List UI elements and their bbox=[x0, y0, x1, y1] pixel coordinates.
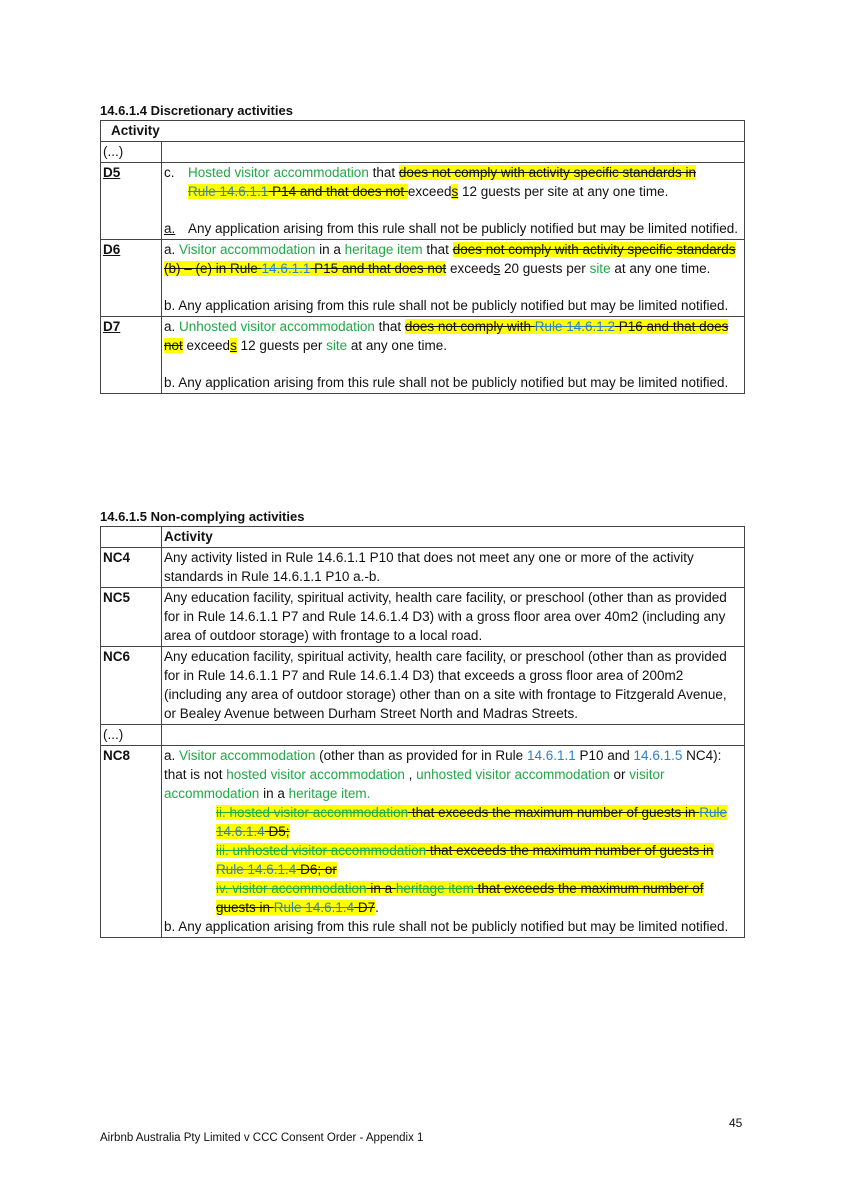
deleted-clause-ii bbox=[164, 803, 742, 841]
rule-code-nc6: NC6 bbox=[101, 647, 162, 725]
table-row bbox=[101, 725, 745, 746]
rule-link[interactable]: Rule 14.6.1.4 bbox=[216, 862, 297, 877]
clause-label: iii. bbox=[216, 843, 233, 858]
table-row-nc8 bbox=[101, 746, 745, 938]
text: . bbox=[375, 900, 379, 915]
deleted-text: does not comply with bbox=[404, 319, 535, 334]
term-link[interactable]: hosted visitor accommodation bbox=[229, 805, 409, 820]
text: that bbox=[374, 319, 405, 334]
term-link[interactable]: heritage item bbox=[395, 881, 474, 896]
rule-text-nc5: Any education facility, spiritual activity, health care facility, or preschool (other than as provided for in Rule 14.6.1.1 P7 and Rule 14.6.1.4 D3) with a gross floor area over 40m2 (including any area of outdoor storage) with frontage to a local road. bbox=[162, 588, 745, 647]
rule-text-nc8 bbox=[162, 746, 745, 938]
notification-text: b. Any application arising from this rule shall not be publicly notified but may be limited notified. bbox=[164, 919, 729, 934]
text: in a bbox=[315, 242, 345, 257]
deleted-clause-iii bbox=[164, 841, 742, 879]
list-marker: a. bbox=[164, 242, 180, 257]
rule-text-d7 bbox=[162, 317, 745, 394]
notification-text: b. Any application arising from this rule shall not be publicly notified but may be limited notified. bbox=[164, 375, 729, 390]
inserted-text: s bbox=[451, 184, 459, 199]
term-link[interactable]: unhosted visitor accommodation bbox=[416, 767, 610, 782]
text: in a bbox=[259, 786, 289, 801]
text: or bbox=[609, 767, 630, 782]
term-link[interactable]: site bbox=[589, 261, 611, 276]
empty-header-cell bbox=[101, 527, 162, 548]
term-link[interactable]: visitor accommodation bbox=[232, 881, 367, 896]
rule-code-d5: D5 bbox=[101, 163, 162, 240]
section-heading-non-complying: 14.6.1.5 Non-complying activities bbox=[100, 509, 305, 524]
ellipsis-cell: (...) bbox=[101, 725, 162, 746]
term-link[interactable]: heritage item. bbox=[288, 786, 371, 801]
deleted-text: does not comply with activity specific standards (b) – (e) in Rule bbox=[164, 242, 736, 276]
term-link[interactable]: hosted visitor accommodation bbox=[226, 767, 405, 782]
rule-link[interactable]: 14.6.1.1 bbox=[526, 748, 576, 763]
ellipsis-cell: (...) bbox=[101, 142, 162, 163]
text: 12 guests per bbox=[236, 338, 327, 353]
deleted-text: that exceeds the maximum number of guests in bbox=[408, 805, 700, 820]
rule-code-nc4: NC4 bbox=[101, 548, 162, 588]
rule-text-nc4: Any activity listed in Rule 14.6.1.1 P10 that does not meet any one or more of the activity standards in Rule 14.6.1.1 P10 a.-b. bbox=[162, 548, 745, 588]
deleted-text: P14 and that does not bbox=[268, 184, 408, 199]
rule-code-d7: D7 bbox=[101, 317, 162, 394]
rule-text-nc6: Any education facility, spiritual activity, health care facility, or preschool (other than as provided for in Rule 14.6.1.1 P7 and Rule 14.6.1.4 D3) that exceeds a gross floor area of 200m2 (including any area of outdoor storage) other than on a site with frontage to Fitzgerald Avenue, or Bealey Avenue between Durham Street North and Madras Streets. bbox=[162, 647, 745, 725]
deleted-text: D7 bbox=[354, 900, 376, 915]
non-complying-activities-table bbox=[100, 526, 745, 938]
text: (other than as provided for in Rule bbox=[315, 748, 527, 763]
empty-cell bbox=[162, 142, 745, 163]
empty-cell bbox=[162, 725, 745, 746]
term-link[interactable]: visitor accommodation bbox=[164, 767, 665, 801]
inserted-text: s bbox=[230, 338, 237, 353]
rule-link[interactable]: 14.6.1.1 bbox=[261, 261, 311, 276]
deleted-text: does not comply with activity specific standards in bbox=[398, 165, 696, 180]
rule-link[interactable]: Rule 14.6.1.4 bbox=[216, 805, 727, 839]
notification-text: Any application arising from this rule shall not be publicly notified but may be limited notified. bbox=[188, 221, 739, 236]
text: exceed bbox=[446, 261, 494, 276]
deleted-text: P15 and that does not bbox=[310, 261, 447, 276]
text: 12 guests per site at any one time. bbox=[458, 184, 669, 199]
section-heading-discretionary: 14.6.1.4 Discretionary activities bbox=[100, 103, 293, 118]
text: exceed bbox=[407, 184, 452, 199]
column-header-activity: Activity bbox=[162, 527, 745, 548]
rule-link[interactable]: Rule 14.6.1.4 bbox=[273, 900, 355, 915]
deleted-text: D6; or bbox=[296, 862, 337, 877]
text: NC4): that is not bbox=[164, 748, 722, 782]
rule-link[interactable]: Rule 14.6.1.2 bbox=[534, 319, 616, 334]
deleted-text: in a bbox=[366, 881, 396, 896]
text: that bbox=[422, 242, 453, 257]
rule-code-d6: D6 bbox=[101, 240, 162, 317]
table-header-row bbox=[101, 527, 745, 548]
term-link[interactable]: Visitor accommodation bbox=[179, 748, 316, 763]
deleted-text: that exceeds the maximum number of guests in bbox=[216, 881, 704, 915]
rule-link[interactable]: Rule 14.6.1.1 bbox=[188, 184, 269, 199]
list-marker: c. bbox=[164, 165, 175, 180]
term-link[interactable]: heritage item bbox=[344, 242, 423, 257]
text: P10 and bbox=[575, 748, 634, 763]
clause-label: iv. bbox=[216, 881, 233, 896]
list-marker: a. bbox=[164, 221, 176, 236]
table-header-row bbox=[101, 121, 745, 142]
term-link[interactable]: Unhosted visitor accommodation bbox=[179, 319, 375, 334]
table-row-nc4 bbox=[101, 548, 745, 588]
inserted-text: s bbox=[493, 261, 501, 276]
text: that bbox=[368, 165, 399, 180]
term-link[interactable]: unhosted visitor accommodation bbox=[232, 843, 427, 858]
discretionary-activities-table bbox=[100, 120, 745, 394]
table-row-nc5 bbox=[101, 588, 745, 647]
text: exceed bbox=[182, 338, 231, 353]
page-number: 45 bbox=[729, 1116, 743, 1130]
column-header-activity: Activity bbox=[101, 121, 745, 142]
deleted-text: D5; bbox=[264, 824, 290, 839]
list-marker: a. bbox=[164, 748, 180, 763]
deleted-text: P16 and that does not bbox=[164, 319, 729, 353]
text: at any one time. bbox=[610, 261, 711, 276]
term-link[interactable]: Visitor accommodation bbox=[179, 242, 316, 257]
table-row-d5 bbox=[101, 163, 745, 240]
deleted-text: that exceeds the maximum number of guests in bbox=[426, 843, 714, 858]
text: 20 guests per bbox=[500, 261, 590, 276]
deleted-clause-iv bbox=[164, 879, 742, 917]
table-row-nc6 bbox=[101, 647, 745, 725]
table-row-d6 bbox=[101, 240, 745, 317]
rule-code-nc5: NC5 bbox=[101, 588, 162, 647]
rule-text-d5 bbox=[162, 163, 745, 240]
table-row bbox=[101, 142, 745, 163]
notification-text: b. Any application arising from this rule shall not be publicly notified but may be limited notified. bbox=[164, 298, 729, 313]
rule-code-nc8: NC8 bbox=[101, 746, 162, 938]
table-row-d7 bbox=[101, 317, 745, 394]
text: at any one time. bbox=[347, 338, 447, 353]
term-link[interactable]: Hosted visitor accommodation bbox=[188, 165, 369, 180]
rule-link[interactable]: 14.6.1.5 bbox=[633, 748, 683, 763]
footer-text: Airbnb Australia Pty Limited v CCC Consent Order - Appendix 1 bbox=[100, 1132, 424, 1144]
list-marker: a. bbox=[164, 319, 180, 334]
rule-text-d6 bbox=[162, 240, 745, 317]
term-link[interactable]: site bbox=[326, 338, 348, 353]
text: , bbox=[404, 767, 417, 782]
clause-label: ii. bbox=[216, 805, 230, 820]
